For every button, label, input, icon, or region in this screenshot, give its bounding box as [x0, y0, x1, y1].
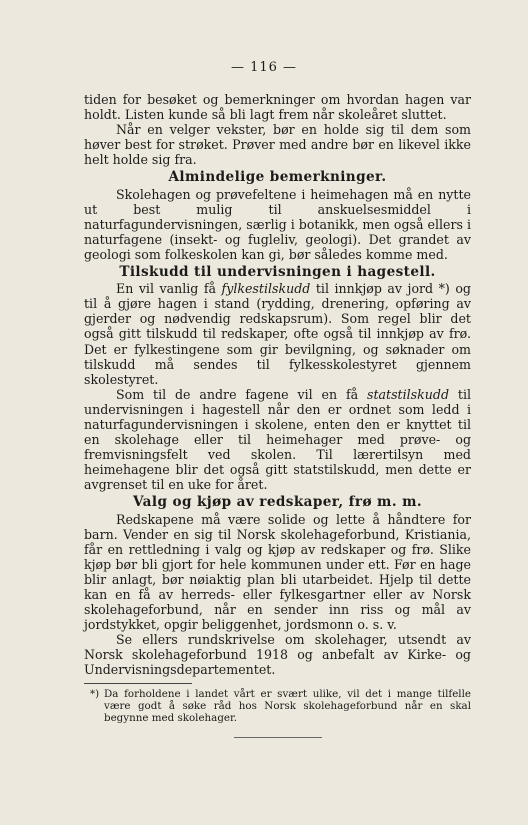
text-run: til undervisningen i hagestell når den er ordnet som ledd i naturfagundervisningen i skolene, enten den er knyttet til en skolehage eller til heimehager med prøve- og fremvisningsfelt ved skolen. Til lærertilsyn med heimehagene blir det også gitt statstilskudd, men dette er avgrenset til en uke for året.: [84, 386, 471, 493]
end-rule: [234, 737, 322, 738]
paragraph: [84, 281, 471, 387]
footnote-rule: [84, 683, 192, 684]
section-heading-valg: Valg og kjøp av redskaper, frø m. m.: [132, 494, 423, 511]
footnote: [84, 688, 471, 725]
paragraph: [84, 387, 471, 493]
page-number: — 116 —: [230, 60, 298, 75]
footnote-text: Da forholdene i landet vårt er svært ulike, vil det i mange tilfelle være godt å søke råd hos Norsk skolehageforbund når en skal begynne med skolehager.: [104, 687, 471, 725]
text-run: Som til de andre fagene vil en få: [116, 386, 367, 402]
text-run: til innkjøp av jord *) og til å gjøre hagen i stand (rydding, drenering, opføring av gjerder og nødvendig redskapsrum). Som regel blir det også gitt tilskudd til redskaper, ofte også til innkjøp av frø. Det er fylkestingene som gir bevilgning, og søknader om tilskudd må sendes til fylkesskolestyret gjennem skolestyret.: [84, 281, 471, 387]
paragraph: tiden for besøket og bemerkninger om hvordan hagen var holdt. Listen kunde så bli lagt frem når skoleåret sluttet.: [84, 92, 471, 123]
footnote-mark: *): [90, 687, 100, 700]
emphasis: fylkestilskudd: [221, 281, 311, 297]
text-run: En vil vanlig få: [116, 281, 222, 297]
paragraph: Skolehagen og prøvefeltene i heimehagen må en nytte ut best mulig til anskuelsesmiddel i naturfagundervisningen, særlig i botanikk, men også ellers i naturfagene (insekt- og fugleliv, geologi). Det grandet av geologi som folkeskolen kan gi, bør således komme med.: [84, 186, 471, 262]
paragraph: Se ellers rundskrivelse om skolehager, utsendt av Norsk skolehageforbund 1918 og anbefalt av Kirke- og Undervisningsdepartementet.: [84, 632, 471, 678]
page-body: [84, 92, 471, 738]
section-heading-tilskudd: Tilskudd til undervisningen i hagestell.: [119, 264, 436, 281]
paragraph: Redskapene må være solide og lette å håndtere for barn. Vender en sig til Norsk skolehageforbund, Kristiania, får en rettledning i valg og kjøp av redskaper og frø. Slike kjøp bør bli gjort for hele kommunen under ett. Før en hage blir anlagt, bør nøiaktig plan bli utarbeidet. Hjelp til dette kan en få av herreds- eller fylkesgartner eller av Norsk skolehageforbund, når en sender inn riss og mål av jordstykket, opgir beliggenhet, jordsmonn o. s. v.: [84, 511, 471, 633]
section-heading-almindelige: Almindelige bemerkninger.: [168, 169, 387, 186]
paragraph: Når en velger vekster, bør en holde sig til dem som høver best for strøket. Prøver med andre bør en likevel ikke helt holde sig fra.: [84, 122, 471, 168]
emphasis: statstilskudd: [367, 386, 450, 402]
